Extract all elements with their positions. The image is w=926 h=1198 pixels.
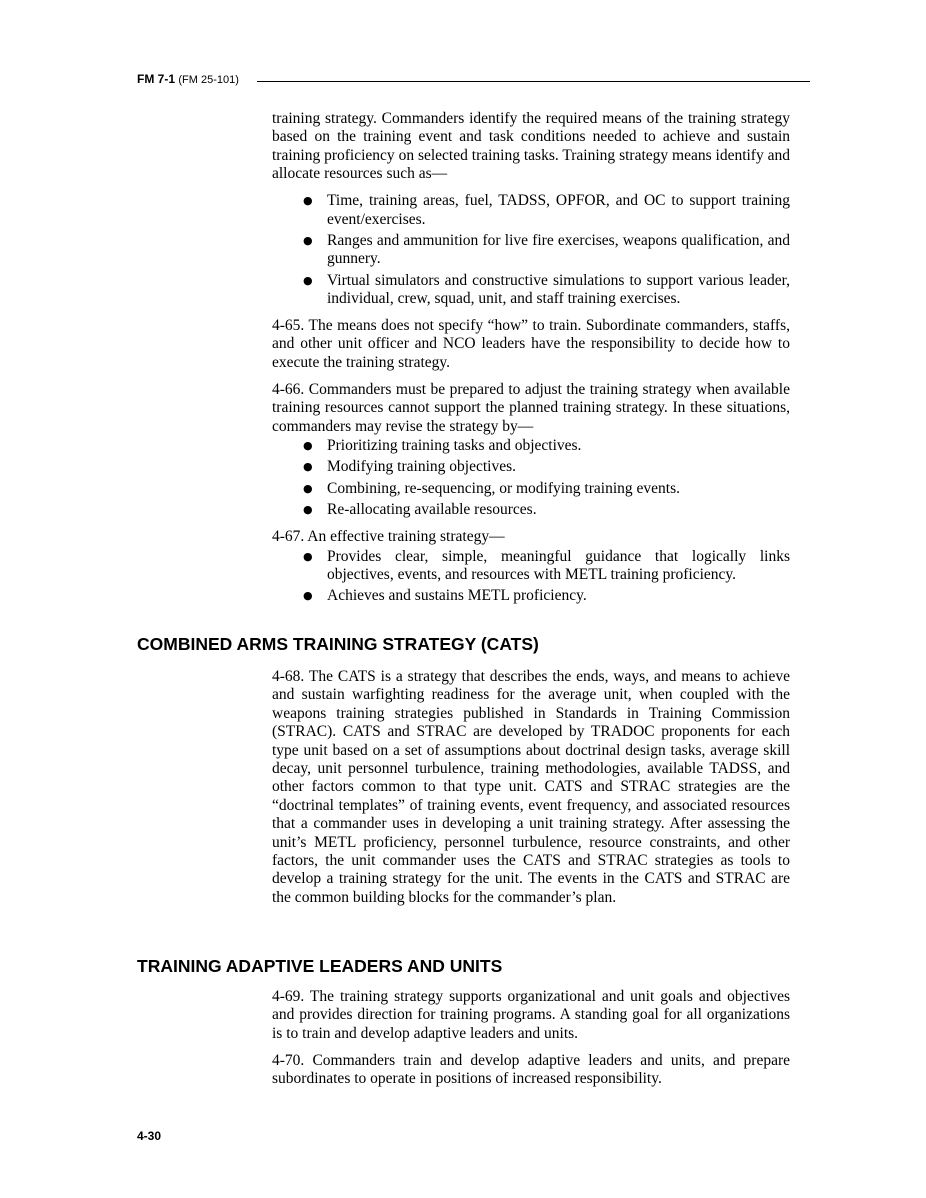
- header-rule: [257, 81, 810, 82]
- bullet-icon: ●: [303, 589, 313, 603]
- paragraph-4-65: 4-65. The means does not specify “how” to train. Subordinate commanders, staffs, and other unit officer and NCO leaders have the responsibility to decide how to execute the training strategy.: [272, 317, 790, 371]
- paragraph-4-66: 4-66. Commanders must be prepared to adjust the training strategy when available training resources cannot support the planned training strategy. In these situations, commanders may revise the strategy by—: [272, 380, 790, 435]
- paragraph-intro: training strategy. Commanders identify the required means of the training strategy based on the training event and task conditions needed to achieve and sustain training proficiency on selected training tasks. Training strategy means identify and allocate resources such as—: [272, 110, 790, 183]
- list-item: ● Achieves and sustains METL proficiency.: [303, 587, 587, 605]
- section-heading-adaptive-leaders: TRAINING ADAPTIVE LEADERS AND UNITS: [137, 956, 503, 976]
- paragraph-4-69: 4-69. The training strategy supports organizational and unit goals and objectives and provides direction for training programs. A standing goal for all organizations is to train and develop adaptive leaders and units.: [272, 988, 790, 1042]
- bullet-list-effective: [272, 548, 790, 606]
- running-header: [137, 72, 810, 90]
- section-cats: [272, 668, 790, 916]
- list-item: ● Provides clear, simple, meaningful guidance that logically links objectives, events, and resources with METL training proficiency.: [303, 547, 790, 583]
- section-heading-cats: COMBINED ARMS TRAINING STRATEGY (CATS): [137, 634, 539, 654]
- page-number: 4-30: [137, 1129, 162, 1143]
- section-adaptive-leaders: [272, 988, 790, 1097]
- list-item: ● Combining, re-sequencing, or modifying training events.: [303, 479, 680, 497]
- list-item: ● Time, training areas, fuel, TADSS, OPFOR, and OC to support training event/exercises.: [303, 192, 790, 228]
- bullet-icon: ●: [303, 549, 313, 563]
- bullet-icon: ●: [303, 233, 313, 247]
- list-item: ● Prioritizing training tasks and objectives.: [303, 437, 582, 454]
- header-title: FM 7-1: [137, 72, 176, 86]
- bullet-list-means: [272, 192, 790, 308]
- section-training-strategy: [272, 110, 790, 614]
- bullet-icon: ●: [303, 481, 313, 495]
- bullet-icon: ●: [303, 194, 313, 208]
- paragraph-4-68: 4-68. The CATS is a strategy that describes the ends, ways, and means to achieve and sustain warfighting readiness for the average unit, when coupled with the weapons training strategies published in Standards in Training Commission (STRAC). CATS and STRAC are developed by TRADOC proponents for each type unit based on a set of assumptions about doctrinal design tasks, average skill decay, unit personnel turbulence, training methodologies, available TADSS, and other factors common to that type unit. CATS and STRAC strategies are the “doctrinal templates” of training events, event frequency, and associated resources that a commander uses in developing a unit training strategy. After assessing the unit’s METL proficiency, personnel turbulence, resource constraints, and other factors, the unit commander uses the CATS and STRAC strategies as tools to develop a training strategy for the unit. The events in the CATS and STRAC are the common building blocks for the commander’s plan.: [272, 668, 790, 906]
- paragraph-4-67: 4-67. An effective training strategy—: [272, 528, 505, 546]
- list-item: ● Ranges and ammunition for live fire exercises, weapons qualification, and gunnery.: [303, 231, 790, 268]
- list-item: ● Virtual simulators and constructive simulations to support various leader, individual, crew, squad, unit, and staff training exercises.: [303, 271, 790, 308]
- bullet-list-revise: [272, 437, 790, 520]
- header-text: [137, 72, 243, 86]
- bullet-icon: ●: [303, 439, 313, 452]
- bullet-icon: ●: [303, 503, 313, 517]
- header-subtitle: (FM 25-101): [178, 74, 239, 86]
- bullet-icon: ●: [303, 273, 313, 287]
- list-item: ● Modifying training objectives.: [303, 458, 516, 476]
- list-item: ● Re-allocating available resources.: [303, 501, 537, 519]
- paragraph-4-70: 4-70. Commanders train and develop adaptive leaders and units, and prepare subordinates to operate in positions of increased responsibility.: [272, 1051, 790, 1088]
- bullet-icon: ●: [303, 460, 313, 474]
